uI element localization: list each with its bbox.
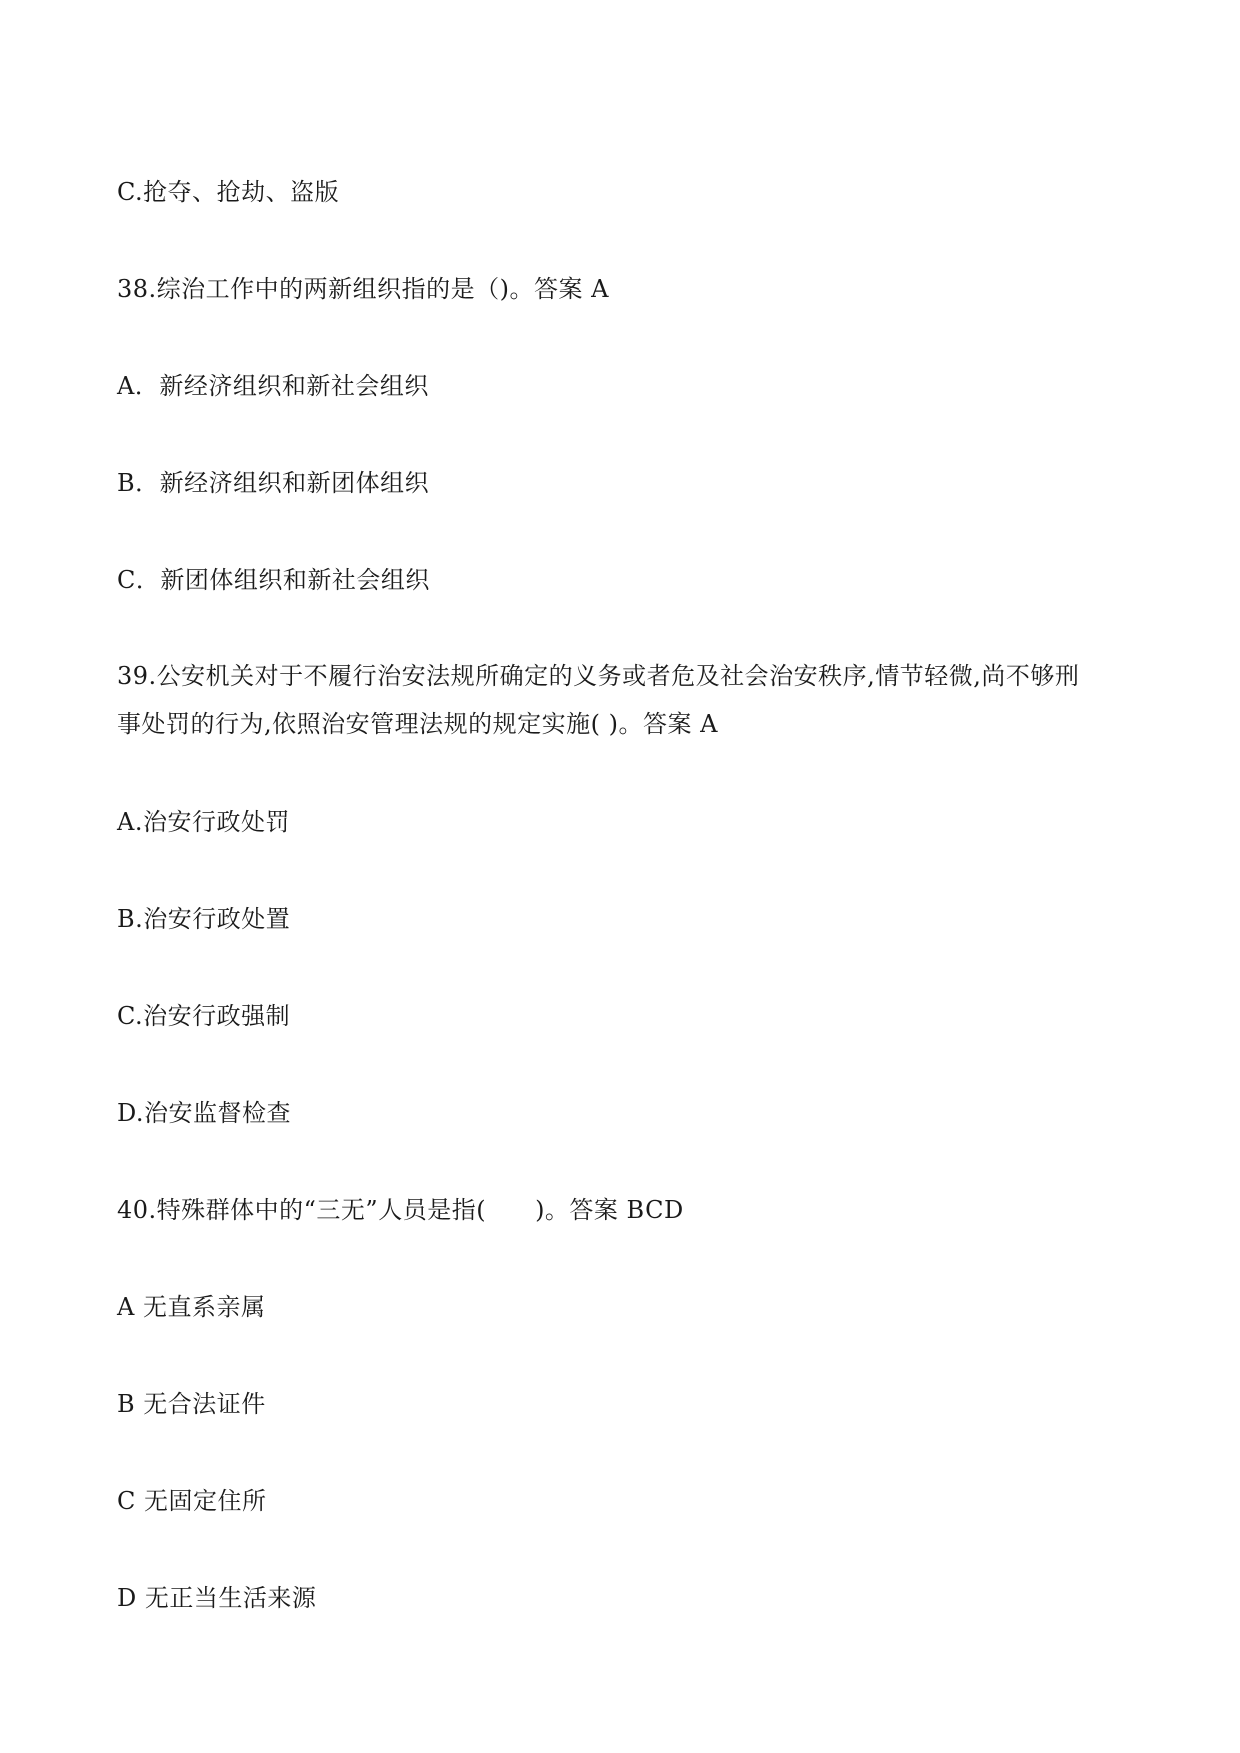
- question-38-option-b: B．新经济组织和新团体组织: [117, 469, 430, 497]
- question-39-line-1: 39.公安机关对于不履行治安法规所确定的义务或者危及社会治安秩序,情节轻微,尚不够刑: [117, 662, 1080, 690]
- question-40-option-d: D 无正当生活来源: [117, 1584, 317, 1612]
- question-39-option-d: D.治安监督检查: [117, 1099, 292, 1127]
- option-c-prev: C.抢夺、抢劫、盗版: [117, 178, 340, 206]
- question-38-option-a: A．新经济组织和新社会组织: [117, 372, 429, 400]
- question-40-option-b: B 无合法证件: [117, 1390, 266, 1418]
- question-40: 40.特殊群体中的“三无”人员是指( )。答案 BCD: [117, 1196, 684, 1224]
- question-39-option-c: C.治安行政强制: [117, 1002, 291, 1030]
- question-38: 38.综治工作中的两新组织指的是（)。答案 A: [117, 275, 609, 303]
- question-40-option-a: A 无直系亲属: [117, 1293, 266, 1321]
- question-39-option-a: A.治安行政处罚: [117, 808, 290, 836]
- question-38-option-c: C．新团体组织和新社会组织: [117, 566, 430, 594]
- question-39-option-b: B.治安行政处置: [117, 905, 291, 933]
- question-39-line-2: 事处罚的行为,依照治安管理法规的规定实施( )。答案 A: [117, 710, 718, 738]
- question-40-option-c: C 无固定住所: [117, 1487, 267, 1515]
